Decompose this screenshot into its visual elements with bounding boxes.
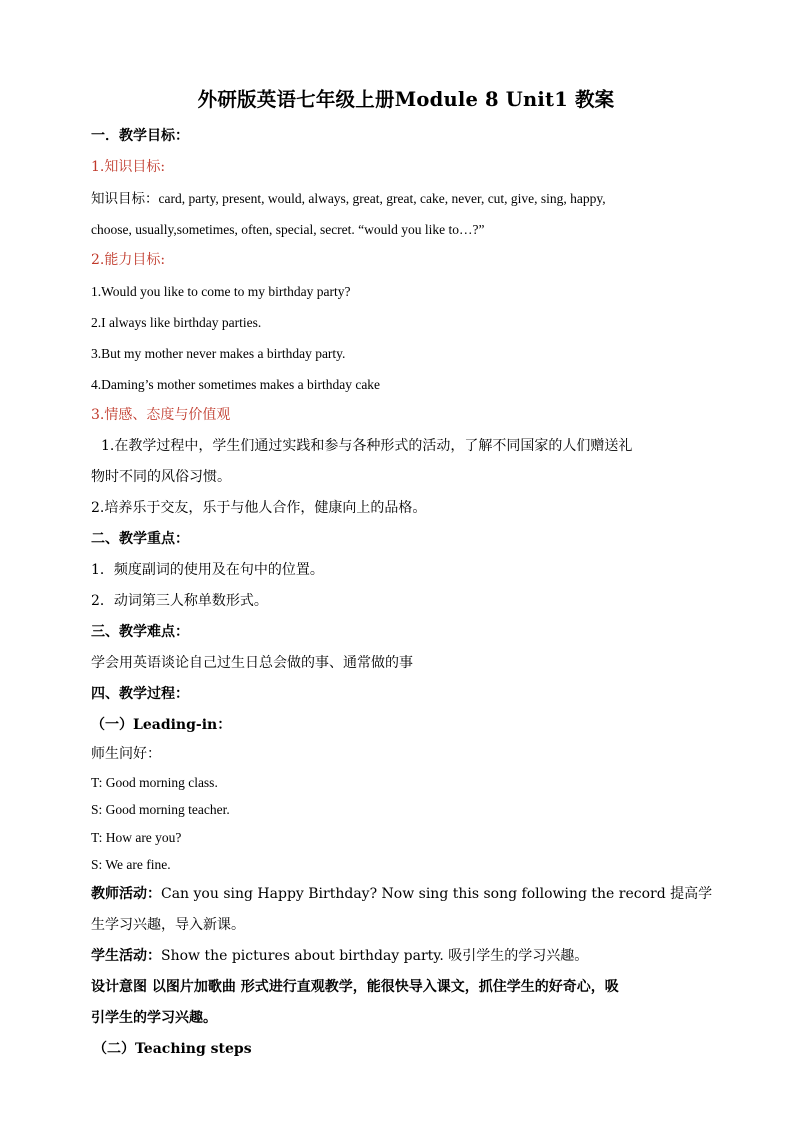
- dialog-line-2: S: Good morning teacher.: [91, 802, 230, 817]
- ability-item-2: 2.I always like birthday parties.: [91, 315, 262, 330]
- dialog-line-3: T: How are you?: [91, 829, 182, 845]
- teacher-activity-text-1: Can you sing Happy Birthday? Now sing this song following the record 提高学: [161, 885, 713, 902]
- teaching-steps-heading: （二）Teaching steps: [93, 1040, 252, 1057]
- attitude-item-1b: 物时不同的风俗习惯。: [91, 469, 231, 485]
- teacher-activity-line-1: [91, 879, 713, 910]
- student-activity-text: Show the pictures about birthday party. 吸引学生的学习兴趣。: [161, 947, 589, 964]
- knowledge-objectives-text-2: choose, usually,sometimes, often, special, secret. “would you like to…?”: [91, 222, 485, 237]
- teacher-activity-label: 教师活动：: [91, 885, 161, 902]
- attitude-values-heading: 3.情感、态度与价值观: [91, 407, 231, 423]
- ability-item-4: 4.Daming’s mother sometimes makes a birthday cake: [91, 377, 381, 392]
- key-point-2: 2．动词第三人称单数形式。: [91, 593, 268, 609]
- design-intent-line-2: 引学生的学习兴趣。: [91, 1009, 217, 1026]
- dialog-line-4: S: We are fine.: [91, 857, 171, 872]
- greeting-label: 师生问好：: [91, 746, 161, 762]
- leading-in-heading: （一）Leading-in：: [91, 717, 232, 733]
- document-title: 外研版英语七年级上册Module 8 Unit1 教案: [197, 88, 615, 111]
- dialog-line-1: T: Good morning class.: [91, 774, 218, 790]
- knowledge-objectives-heading: 1.知识目标:: [91, 159, 166, 175]
- attitude-item-1a: 1.在教学过程中，学生们通过实践和参与各种形式的活动，了解不同国家的人们赠送礼: [101, 438, 633, 454]
- document-body: [91, 84, 713, 1065]
- key-point-1: 1．频度副词的使用及在句中的位置。: [91, 562, 324, 578]
- section-objectives-heading: 一．教学目标：: [91, 128, 189, 144]
- section-process-heading: 四、教学过程：: [91, 686, 189, 702]
- section-difficulties-heading: 三、教学难点：: [91, 624, 189, 640]
- ability-objectives-heading: 2.能力目标:: [91, 252, 166, 268]
- section-key-points-heading: 二、教学重点：: [91, 531, 189, 547]
- ability-item-1: 1.Would you like to come to my birthday party?: [91, 284, 351, 299]
- ability-item-3: 3.But my mother never makes a birthday party.: [91, 346, 346, 361]
- attitude-item-2: 2.培养乐于交友，乐于与他人合作，健康向上的品格。: [91, 500, 427, 516]
- student-activity-label: 学生活动：: [91, 947, 161, 964]
- teacher-activity-text-2: 生学习兴趣，导入新课。: [91, 916, 245, 933]
- difficulty-text: 学会用英语谈论自己过生日总会做的事、通常做的事: [91, 655, 413, 671]
- design-intent-line-1: 设计意图 以图片加歌曲 形式进行直观教学，能很快导入课文，抓住学生的好奇心，吸: [91, 978, 619, 995]
- knowledge-objectives-text-1: 知识目标：card, party, present, would, always, great, great, cake, never, cut, give, sing, happy,: [91, 191, 606, 206]
- student-activity-line: [91, 941, 707, 972]
